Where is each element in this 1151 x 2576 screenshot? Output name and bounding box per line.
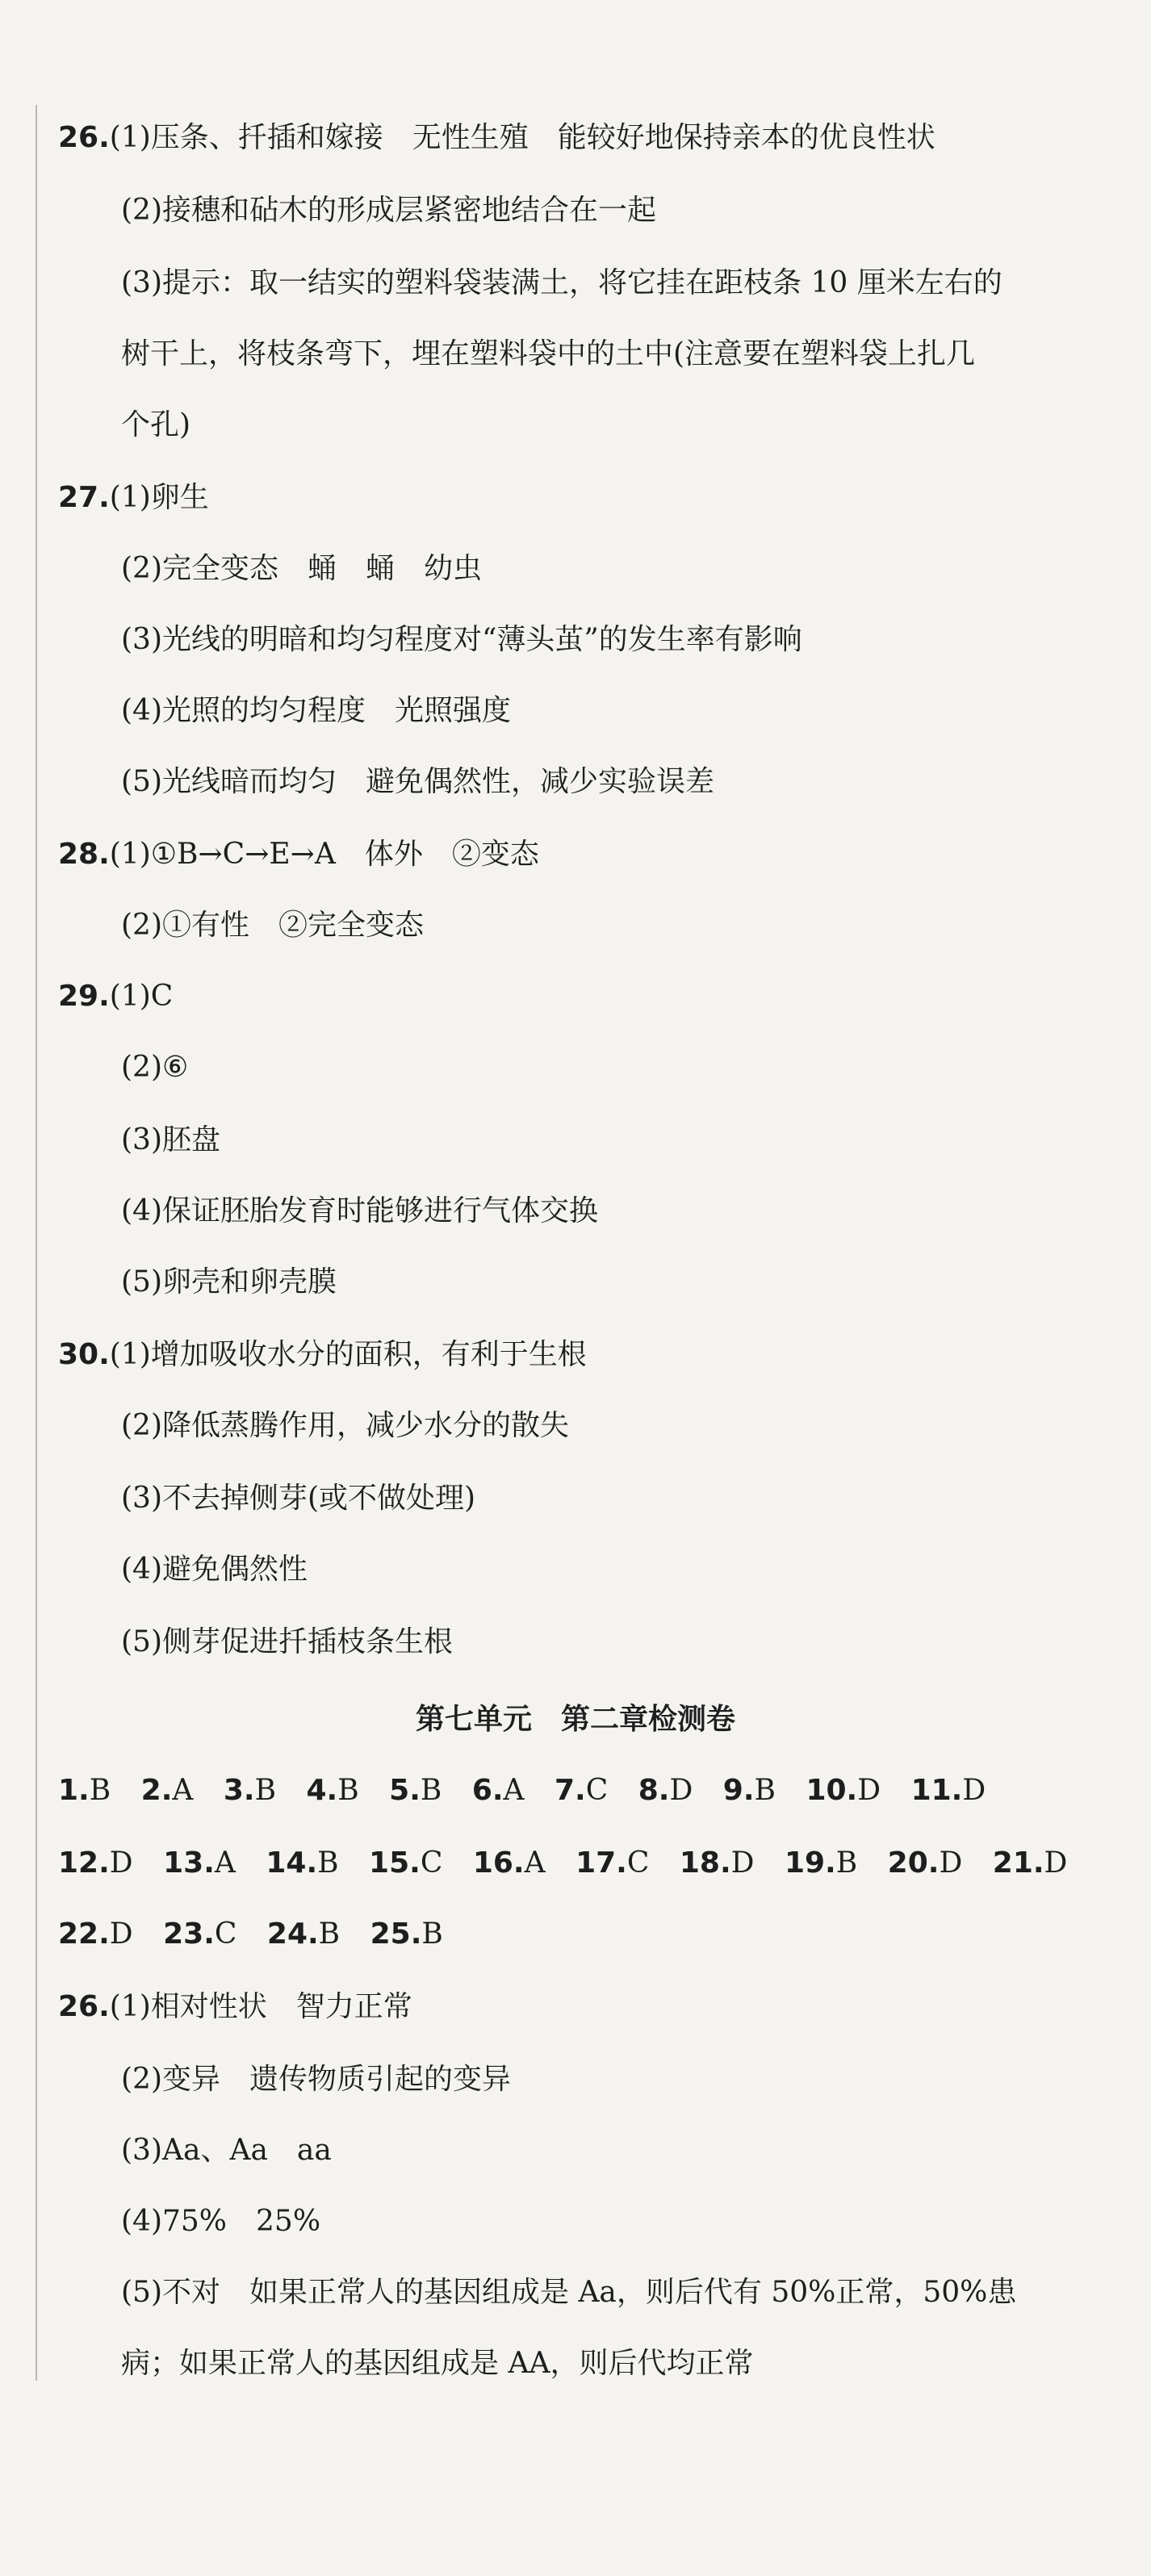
choice-answer bbox=[267, 1916, 340, 1953]
choice-answer bbox=[806, 1772, 881, 1809]
choice-letter: C bbox=[626, 1846, 650, 1880]
q27-line-5: (5)光线暗而均匀 避免偶然性，减少实验误差 bbox=[121, 765, 714, 798]
choice-letter: C bbox=[214, 1917, 237, 1951]
choice-answer bbox=[58, 1916, 133, 1953]
choice-letter: D bbox=[109, 1846, 133, 1880]
q26a-line-2: (2)接穗和砧木的形成层紧密地结合在一起 bbox=[121, 194, 656, 227]
choice-answer bbox=[369, 1845, 442, 1882]
choice-answer bbox=[58, 1772, 111, 1809]
q28-line-2: (2)①有性 ②完全变态 bbox=[121, 909, 424, 942]
q29-line-2: (2)⑥ bbox=[121, 1051, 189, 1084]
q26a-line-3: (3)提示：取一结实的塑料袋装满土，将它挂在距枝条 10 厘米左右的 bbox=[121, 266, 1002, 299]
choice-answer bbox=[888, 1845, 963, 1882]
q27-line-2: (2)完全变态 蛹 蛹 幼虫 bbox=[121, 552, 482, 585]
margin-rule bbox=[36, 105, 37, 2381]
choice-letter: B bbox=[337, 1774, 359, 1807]
q30-text-1: (1)增加吸收水分的面积，有利于生根 bbox=[109, 1338, 587, 1371]
q29-line-4: (4)保证胚胎发育时能够进行气体交换 bbox=[121, 1194, 598, 1227]
q26b-line-1 bbox=[58, 1988, 1119, 2026]
choice-letter: C bbox=[420, 1846, 443, 1880]
choice-letter: D bbox=[857, 1774, 881, 1807]
choice-letter: D bbox=[730, 1846, 755, 1880]
q26a-line-1 bbox=[58, 119, 1119, 157]
q29-line-1 bbox=[58, 978, 1119, 1015]
choice-number: 5. bbox=[389, 1774, 421, 1807]
choice-number: 22. bbox=[58, 1917, 110, 1951]
q29-line-5: (5)卵壳和卵壳膜 bbox=[121, 1265, 337, 1298]
choice-answer bbox=[389, 1772, 442, 1809]
choice-letter: D bbox=[962, 1774, 986, 1807]
choice-letter: D bbox=[1044, 1846, 1068, 1880]
choice-answer bbox=[473, 1845, 546, 1882]
choice-number: 17. bbox=[576, 1846, 627, 1880]
q30-number: 30. bbox=[58, 1338, 110, 1371]
choice-number: 23. bbox=[163, 1917, 215, 1951]
choice-answer bbox=[472, 1772, 525, 1809]
q26b-text-1: (1)相对性状 智力正常 bbox=[109, 1990, 412, 2023]
choice-number: 24. bbox=[266, 1917, 319, 1951]
q27-number: 27. bbox=[58, 481, 110, 514]
q26b-number: 26. bbox=[58, 1990, 110, 2023]
q29-line-3: (3)胚盘 bbox=[121, 1123, 220, 1156]
choice-number: 16. bbox=[472, 1846, 525, 1880]
choice-row-3 bbox=[58, 1916, 464, 1953]
choice-number: 20. bbox=[887, 1846, 940, 1880]
choice-answer bbox=[58, 1845, 133, 1882]
section-title: 第七单元 第二章检测卷 bbox=[415, 1703, 735, 1736]
choice-number: 18. bbox=[679, 1846, 731, 1880]
choice-number: 25. bbox=[370, 1917, 422, 1951]
choice-letter: A bbox=[214, 1846, 236, 1880]
q29-text-1: (1)C bbox=[109, 980, 174, 1013]
q28-line-1 bbox=[58, 836, 1119, 873]
choice-letter: B bbox=[317, 1846, 339, 1880]
choice-letter: B bbox=[254, 1774, 277, 1807]
q27-line-4: (4)光照的均匀程度 光照强度 bbox=[121, 694, 511, 727]
choice-letter: B bbox=[318, 1917, 341, 1951]
choice-answer bbox=[163, 1845, 236, 1882]
q30-line-2: (2)降低蒸腾作用，减少水分的散失 bbox=[121, 1409, 569, 1442]
q27-line-3: (3)光线的明暗和均匀程度对“薄头茧”的发生率有影响 bbox=[121, 623, 802, 656]
q29-number: 29. bbox=[58, 980, 110, 1013]
choice-number: 13. bbox=[163, 1846, 215, 1880]
q26b-line-2: (2)变异 遗传物质引起的变异 bbox=[121, 2063, 511, 2096]
choice-answer bbox=[723, 1772, 776, 1809]
q26b-line-4: (4)75% 25% bbox=[121, 2205, 321, 2238]
q26a-line-5: 个孔) bbox=[121, 408, 191, 441]
choice-number: 3. bbox=[223, 1774, 255, 1807]
choice-row-1 bbox=[58, 1772, 1007, 1809]
choice-letter: B bbox=[754, 1774, 776, 1807]
choice-number: 19. bbox=[784, 1846, 836, 1880]
choice-letter: A bbox=[503, 1774, 525, 1807]
choice-answer bbox=[993, 1845, 1068, 1882]
q30-line-4: (4)避免偶然性 bbox=[121, 1553, 308, 1586]
choice-answer bbox=[307, 1772, 359, 1809]
choice-answer bbox=[680, 1845, 755, 1882]
q27-text-1: (1)卵生 bbox=[109, 481, 209, 514]
choice-letter: B bbox=[420, 1774, 442, 1807]
q30-line-1 bbox=[58, 1336, 1119, 1374]
q28-text-1: (1)①B→C→E→A 体外 ②变态 bbox=[109, 838, 539, 871]
choice-number: 8. bbox=[638, 1774, 670, 1807]
choice-number: 12. bbox=[58, 1846, 110, 1880]
choice-answer bbox=[163, 1916, 236, 1953]
choice-answer bbox=[555, 1772, 608, 1809]
choice-letter: C bbox=[585, 1774, 609, 1807]
q26b-line-5: (5)不对 如果正常人的基因组成是 Aa，则后代有 50%正常，50%患 bbox=[121, 2276, 1017, 2309]
choice-letter: A bbox=[172, 1774, 194, 1807]
q28-number: 28. bbox=[58, 838, 110, 871]
choice-number: 21. bbox=[992, 1846, 1044, 1880]
choice-answer bbox=[266, 1845, 338, 1882]
choice-number: 7. bbox=[555, 1774, 586, 1807]
choice-answer bbox=[370, 1916, 443, 1953]
q26a-line-4: 树干上，将枝条弯下，埋在塑料袋中的土中(注意要在塑料袋上扎几 bbox=[121, 337, 976, 370]
q26a-number: 26. bbox=[58, 121, 110, 154]
choice-letter: D bbox=[939, 1846, 963, 1880]
choice-number: 6. bbox=[471, 1774, 504, 1807]
choice-answer bbox=[576, 1845, 649, 1882]
choice-number: 9. bbox=[722, 1774, 755, 1807]
choice-letter: B bbox=[421, 1917, 443, 1951]
choice-letter: D bbox=[669, 1774, 693, 1807]
choice-letter: B bbox=[835, 1846, 858, 1880]
choice-row-2 bbox=[58, 1845, 1088, 1882]
choice-number: 11. bbox=[910, 1774, 963, 1807]
choice-number: 15. bbox=[369, 1846, 421, 1880]
q27-line-1 bbox=[58, 479, 1119, 516]
choice-number: 14. bbox=[266, 1846, 318, 1880]
q30-line-5: (5)侧芽促进扦插枝条生根 bbox=[121, 1625, 453, 1658]
choice-number: 10. bbox=[806, 1774, 858, 1807]
choice-number: 2. bbox=[140, 1774, 173, 1807]
q26b-line-3: (3)Aa、Aa aa bbox=[121, 2134, 332, 2167]
choice-letter: A bbox=[524, 1846, 546, 1880]
choice-answer bbox=[141, 1772, 194, 1809]
q30-line-3: (3)不去掉侧芽(或不做处理) bbox=[121, 1482, 476, 1515]
choice-number: 4. bbox=[306, 1774, 338, 1807]
choice-number: 1. bbox=[58, 1774, 90, 1807]
choice-answer bbox=[785, 1845, 857, 1882]
choice-letter: D bbox=[109, 1917, 133, 1951]
choice-answer bbox=[638, 1772, 693, 1809]
choice-answer bbox=[911, 1772, 986, 1809]
choice-letter: B bbox=[89, 1774, 111, 1807]
choice-answer bbox=[224, 1772, 276, 1809]
q26b-line-6: 病；如果正常人的基因组成是 AA，则后代均正常 bbox=[121, 2347, 754, 2380]
q26a-text-1: (1)压条、扦插和嫁接 无性生殖 能较好地保持亲本的优良性状 bbox=[109, 121, 935, 154]
